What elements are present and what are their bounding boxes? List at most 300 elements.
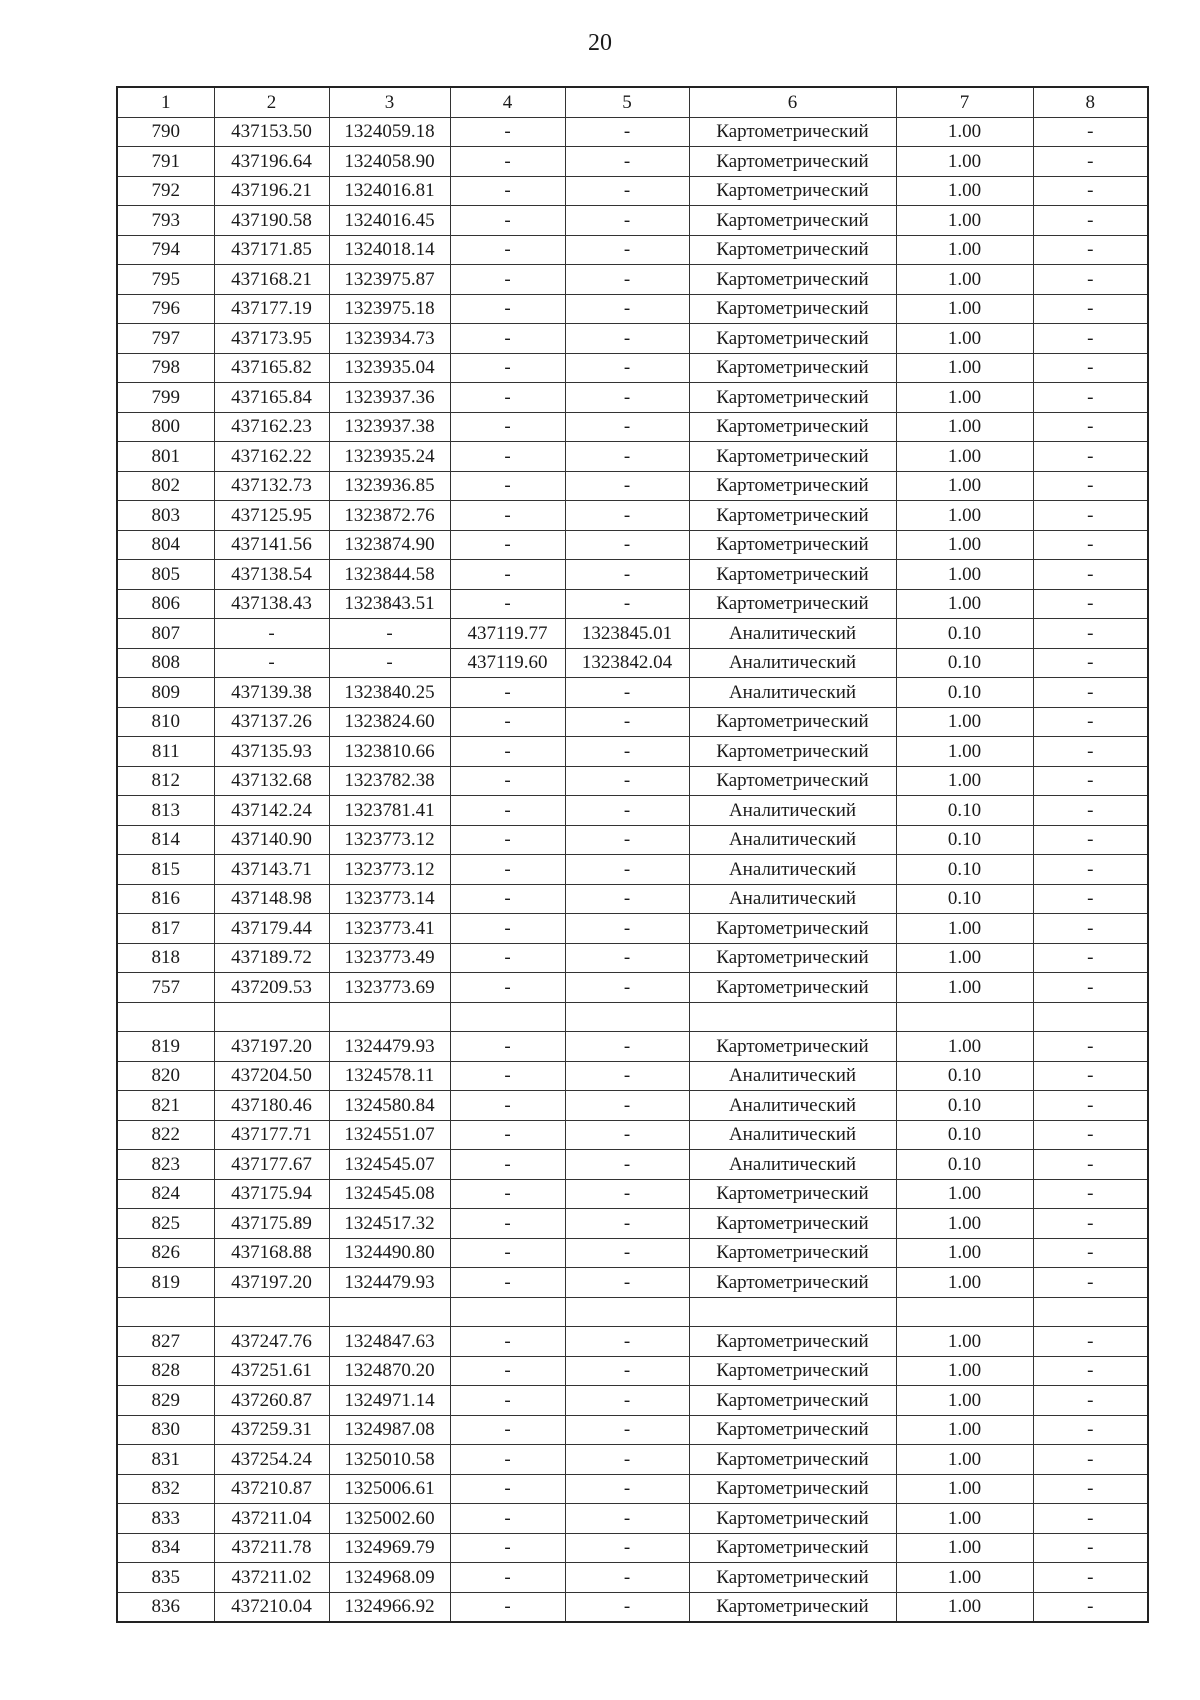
cell-note: - bbox=[1033, 176, 1148, 206]
cell-x-coordinate: 437204.50 bbox=[214, 1061, 329, 1091]
table-row bbox=[117, 1179, 1148, 1209]
table-row bbox=[117, 1533, 1148, 1563]
cell-note: - bbox=[1033, 147, 1148, 177]
column-header-4: 4 bbox=[450, 87, 565, 117]
cell-y-coordinate: 1323935.04 bbox=[329, 353, 450, 383]
cell-point-number: 816 bbox=[117, 884, 214, 914]
cell-method: Картометрический bbox=[689, 412, 896, 442]
cell-x-coordinate: 437137.26 bbox=[214, 707, 329, 737]
cell-x-new: 437119.77 bbox=[450, 619, 565, 649]
cell-method: Картометрический bbox=[689, 1327, 896, 1357]
cell-point-number: 822 bbox=[117, 1120, 214, 1150]
cell-note: - bbox=[1033, 973, 1148, 1003]
cell-x-coordinate: - bbox=[214, 648, 329, 678]
table-row bbox=[117, 884, 1148, 914]
cell-x-new: - bbox=[450, 383, 565, 413]
cell-accuracy: 1.00 bbox=[896, 914, 1033, 944]
cell-note: - bbox=[1033, 1504, 1148, 1534]
cell-method: Аналитический bbox=[689, 648, 896, 678]
cell-note: - bbox=[1033, 648, 1148, 678]
cell-y-coordinate: 1324490.80 bbox=[329, 1238, 450, 1268]
cell-x-coordinate: 437140.90 bbox=[214, 825, 329, 855]
cell-point-number: 815 bbox=[117, 855, 214, 885]
table-row bbox=[117, 825, 1148, 855]
cell-accuracy: 0.10 bbox=[896, 796, 1033, 826]
cell-accuracy: 1.00 bbox=[896, 560, 1033, 590]
cell-y-coordinate: 1323934.73 bbox=[329, 324, 450, 354]
cell-x-new: - bbox=[450, 324, 565, 354]
cell-method: Аналитический bbox=[689, 1091, 896, 1121]
header-row bbox=[117, 87, 1148, 117]
cell-y-new: - bbox=[565, 1563, 689, 1593]
cell-y-coordinate: 1323782.38 bbox=[329, 766, 450, 796]
cell-method: Картометрический bbox=[689, 265, 896, 295]
table-row bbox=[117, 737, 1148, 767]
table-row bbox=[117, 1563, 1148, 1593]
cell-x-new: - bbox=[450, 176, 565, 206]
cell-x-coordinate: 437209.53 bbox=[214, 973, 329, 1003]
cell-y-new: - bbox=[565, 678, 689, 708]
cell-y-coordinate: 1324016.81 bbox=[329, 176, 450, 206]
cell-accuracy: 1.00 bbox=[896, 442, 1033, 472]
cell-method: Картометрический bbox=[689, 147, 896, 177]
cell-y-new bbox=[565, 1297, 689, 1327]
cell-note: - bbox=[1033, 914, 1148, 944]
cell-accuracy: 1.00 bbox=[896, 973, 1033, 1003]
cell-point-number: 795 bbox=[117, 265, 214, 295]
table-row bbox=[117, 442, 1148, 472]
cell-x-coordinate: 437142.24 bbox=[214, 796, 329, 826]
cell-note: - bbox=[1033, 825, 1148, 855]
cell-accuracy: 1.00 bbox=[896, 353, 1033, 383]
cell-note: - bbox=[1033, 1386, 1148, 1416]
column-header-5: 5 bbox=[565, 87, 689, 117]
cell-method: Картометрический bbox=[689, 914, 896, 944]
cell-method: Картометрический bbox=[689, 1445, 896, 1475]
table-header bbox=[117, 87, 1148, 117]
cell-point-number: 834 bbox=[117, 1533, 214, 1563]
cell-y-new: - bbox=[565, 914, 689, 944]
cell-y-coordinate: 1324580.84 bbox=[329, 1091, 450, 1121]
cell-y-new: - bbox=[565, 471, 689, 501]
cell-point-number: 825 bbox=[117, 1209, 214, 1239]
cell-note: - bbox=[1033, 1061, 1148, 1091]
cell-method: Картометрический bbox=[689, 1415, 896, 1445]
cell-y-new: - bbox=[565, 1032, 689, 1062]
table-row bbox=[117, 353, 1148, 383]
cell-method: Аналитический bbox=[689, 1150, 896, 1180]
table-row bbox=[117, 560, 1148, 590]
cell-accuracy: 1.00 bbox=[896, 766, 1033, 796]
table-row bbox=[117, 412, 1148, 442]
cell-x-new: - bbox=[450, 1592, 565, 1622]
table-row bbox=[117, 973, 1148, 1003]
cell-y-new: - bbox=[565, 884, 689, 914]
cell-x-coordinate: 437189.72 bbox=[214, 943, 329, 973]
cell-y-coordinate: 1324578.11 bbox=[329, 1061, 450, 1091]
cell-y-new: - bbox=[565, 1592, 689, 1622]
cell-y-new: - bbox=[565, 117, 689, 147]
cell-method: Картометрический bbox=[689, 1592, 896, 1622]
cell-method: Картометрический bbox=[689, 294, 896, 324]
cell-y-coordinate: 1324870.20 bbox=[329, 1356, 450, 1386]
cell-accuracy: 1.00 bbox=[896, 943, 1033, 973]
cell-y-coordinate: 1324517.32 bbox=[329, 1209, 450, 1239]
cell-method: Аналитический bbox=[689, 678, 896, 708]
cell-method: Картометрический bbox=[689, 383, 896, 413]
cell-note: - bbox=[1033, 1032, 1148, 1062]
cell-y-coordinate: 1324551.07 bbox=[329, 1120, 450, 1150]
cell-point-number: 810 bbox=[117, 707, 214, 737]
cell-note: - bbox=[1033, 1120, 1148, 1150]
cell-y-coordinate: 1323936.85 bbox=[329, 471, 450, 501]
cell-x-new: - bbox=[450, 914, 565, 944]
cell-x-coordinate: 437173.95 bbox=[214, 324, 329, 354]
cell-x-coordinate: 437138.43 bbox=[214, 589, 329, 619]
table-row bbox=[117, 324, 1148, 354]
table-row bbox=[117, 471, 1148, 501]
cell-note: - bbox=[1033, 353, 1148, 383]
cell-x-coordinate: 437211.78 bbox=[214, 1533, 329, 1563]
cell-point-number: 823 bbox=[117, 1150, 214, 1180]
cell-x-coordinate: 437210.87 bbox=[214, 1474, 329, 1504]
cell-y-new: - bbox=[565, 1533, 689, 1563]
cell-y-new: - bbox=[565, 1386, 689, 1416]
cell-point-number: 824 bbox=[117, 1179, 214, 1209]
cell-method: Картометрический bbox=[689, 442, 896, 472]
cell-note: - bbox=[1033, 737, 1148, 767]
table-row bbox=[117, 1061, 1148, 1091]
cell-point-number: 798 bbox=[117, 353, 214, 383]
cell-x-new: - bbox=[450, 766, 565, 796]
cell-method: Картометрический bbox=[689, 1179, 896, 1209]
cell-note: - bbox=[1033, 471, 1148, 501]
cell-accuracy: 1.00 bbox=[896, 1268, 1033, 1298]
cell-x-coordinate: 437168.21 bbox=[214, 265, 329, 295]
cell-point-number: 806 bbox=[117, 589, 214, 619]
table-row bbox=[117, 1504, 1148, 1534]
cell-x-coordinate: 437254.24 bbox=[214, 1445, 329, 1475]
cell-accuracy: 1.00 bbox=[896, 501, 1033, 531]
cell-y-new: - bbox=[565, 1179, 689, 1209]
cell-x-coordinate: 437141.56 bbox=[214, 530, 329, 560]
cell-x-new: - bbox=[450, 1563, 565, 1593]
cell-y-new: - bbox=[565, 1356, 689, 1386]
cell-y-new: - bbox=[565, 530, 689, 560]
cell-y-new: - bbox=[565, 943, 689, 973]
cell-y-new: - bbox=[565, 1445, 689, 1475]
cell-y-coordinate: 1324545.08 bbox=[329, 1179, 450, 1209]
table-body bbox=[117, 117, 1148, 1622]
cell-accuracy: 0.10 bbox=[896, 1091, 1033, 1121]
cell-x-coordinate: 437197.20 bbox=[214, 1268, 329, 1298]
cell-note: - bbox=[1033, 530, 1148, 560]
cell-point-number: 817 bbox=[117, 914, 214, 944]
cell-accuracy: 0.10 bbox=[896, 1150, 1033, 1180]
cell-x-new: - bbox=[450, 294, 565, 324]
cell-accuracy: 1.00 bbox=[896, 1504, 1033, 1534]
cell-x-new: - bbox=[450, 353, 565, 383]
cell-point-number: 833 bbox=[117, 1504, 214, 1534]
cell-y-new: - bbox=[565, 1061, 689, 1091]
cell-y-coordinate: 1323773.69 bbox=[329, 973, 450, 1003]
cell-method: Аналитический bbox=[689, 884, 896, 914]
cell-point-number: 811 bbox=[117, 737, 214, 767]
cell-accuracy: 1.00 bbox=[896, 1179, 1033, 1209]
cell-accuracy: 1.00 bbox=[896, 1592, 1033, 1622]
cell-note bbox=[1033, 1297, 1148, 1327]
cell-x-new: - bbox=[450, 737, 565, 767]
cell-x-coordinate: 437162.22 bbox=[214, 442, 329, 472]
cell-x-new: - bbox=[450, 678, 565, 708]
cell-point-number: 813 bbox=[117, 796, 214, 826]
cell-x-coordinate: 437190.58 bbox=[214, 206, 329, 236]
cell-method: Картометрический bbox=[689, 501, 896, 531]
cell-note: - bbox=[1033, 1268, 1148, 1298]
cell-x-new: - bbox=[450, 471, 565, 501]
cell-y-coordinate: 1323872.76 bbox=[329, 501, 450, 531]
cell-y-coordinate: 1323773.41 bbox=[329, 914, 450, 944]
cell-point-number: 803 bbox=[117, 501, 214, 531]
table-row bbox=[117, 943, 1148, 973]
cell-point-number: 831 bbox=[117, 1445, 214, 1475]
cell-y-new: - bbox=[565, 383, 689, 413]
cell-x-coordinate: 437175.89 bbox=[214, 1209, 329, 1239]
cell-accuracy: 1.00 bbox=[896, 1327, 1033, 1357]
cell-x-coordinate: 437153.50 bbox=[214, 117, 329, 147]
cell-x-new: - bbox=[450, 943, 565, 973]
cell-point-number: 804 bbox=[117, 530, 214, 560]
cell-note: - bbox=[1033, 1327, 1148, 1357]
cell-y-coordinate: 1325010.58 bbox=[329, 1445, 450, 1475]
cell-y-coordinate: 1323773.12 bbox=[329, 825, 450, 855]
cell-method: Картометрический bbox=[689, 1356, 896, 1386]
cell-accuracy: 1.00 bbox=[896, 1209, 1033, 1239]
cell-note: - bbox=[1033, 235, 1148, 265]
column-header-6: 6 bbox=[689, 87, 896, 117]
cell-x-new: - bbox=[450, 1415, 565, 1445]
column-header-3: 3 bbox=[329, 87, 450, 117]
cell-y-new: - bbox=[565, 265, 689, 295]
table-row bbox=[117, 796, 1148, 826]
cell-note: - bbox=[1033, 1563, 1148, 1593]
cell-y-new: - bbox=[565, 442, 689, 472]
cell-y-new: - bbox=[565, 412, 689, 442]
cell-y-coordinate: 1324059.18 bbox=[329, 117, 450, 147]
cell-method: Картометрический bbox=[689, 1268, 896, 1298]
cell-y-coordinate: 1324987.08 bbox=[329, 1415, 450, 1445]
cell-method: Картометрический bbox=[689, 1032, 896, 1062]
cell-method: Аналитический bbox=[689, 619, 896, 649]
cell-x-new: - bbox=[450, 825, 565, 855]
cell-method: Картометрический bbox=[689, 707, 896, 737]
cell-accuracy: 0.10 bbox=[896, 884, 1033, 914]
cell-method: Картометрический bbox=[689, 1209, 896, 1239]
cell-x-new: - bbox=[450, 560, 565, 590]
cell-accuracy: 1.00 bbox=[896, 1032, 1033, 1062]
cell-method: Картометрический bbox=[689, 560, 896, 590]
cell-x-new: - bbox=[450, 1150, 565, 1180]
cell-y-new: - bbox=[565, 324, 689, 354]
cell-accuracy: 1.00 bbox=[896, 235, 1033, 265]
cell-accuracy: 0.10 bbox=[896, 1061, 1033, 1091]
table-row bbox=[117, 1356, 1148, 1386]
cell-point-number: 793 bbox=[117, 206, 214, 236]
cell-accuracy: 1.00 bbox=[896, 294, 1033, 324]
cell-point-number: 836 bbox=[117, 1592, 214, 1622]
cell-note: - bbox=[1033, 678, 1148, 708]
cell-accuracy: 1.00 bbox=[896, 265, 1033, 295]
cell-method: Картометрический bbox=[689, 973, 896, 1003]
table-row bbox=[117, 1445, 1148, 1475]
cell-point-number: 832 bbox=[117, 1474, 214, 1504]
cell-note: - bbox=[1033, 855, 1148, 885]
cell-y-coordinate: 1323824.60 bbox=[329, 707, 450, 737]
column-header-2: 2 bbox=[214, 87, 329, 117]
cell-point-number: 800 bbox=[117, 412, 214, 442]
cell-x-new: - bbox=[450, 265, 565, 295]
cell-method: Картометрический bbox=[689, 1238, 896, 1268]
cell-note: - bbox=[1033, 412, 1148, 442]
cell-x-new: - bbox=[450, 796, 565, 826]
cell-x-coordinate: 437171.85 bbox=[214, 235, 329, 265]
cell-y-coordinate: 1323840.25 bbox=[329, 678, 450, 708]
cell-point-number: 794 bbox=[117, 235, 214, 265]
cell-x-new: - bbox=[450, 1238, 565, 1268]
page-number: 20 bbox=[588, 30, 612, 56]
cell-method: Картометрический bbox=[689, 943, 896, 973]
cell-y-new: - bbox=[565, 707, 689, 737]
cell-method: Картометрический bbox=[689, 589, 896, 619]
cell-y-coordinate: 1324969.79 bbox=[329, 1533, 450, 1563]
cell-x-coordinate: 437259.31 bbox=[214, 1415, 329, 1445]
cell-x-coordinate: 437211.02 bbox=[214, 1563, 329, 1593]
cell-y-coordinate: 1324968.09 bbox=[329, 1563, 450, 1593]
cell-note: - bbox=[1033, 265, 1148, 295]
cell-method: Картометрический bbox=[689, 1386, 896, 1416]
cell-y-new: - bbox=[565, 235, 689, 265]
cell-note: - bbox=[1033, 943, 1148, 973]
cell-method: Картометрический bbox=[689, 1563, 896, 1593]
cell-accuracy bbox=[896, 1002, 1033, 1032]
cell-y-coordinate: 1323874.90 bbox=[329, 530, 450, 560]
cell-method: Аналитический bbox=[689, 855, 896, 885]
cell-y-new: - bbox=[565, 796, 689, 826]
cell-x-new: - bbox=[450, 442, 565, 472]
cell-x-new: - bbox=[450, 501, 565, 531]
cell-point-number: 821 bbox=[117, 1091, 214, 1121]
cell-x-new: - bbox=[450, 1356, 565, 1386]
cell-accuracy: 1.00 bbox=[896, 1238, 1033, 1268]
table-row bbox=[117, 383, 1148, 413]
cell-x-new: - bbox=[450, 1061, 565, 1091]
table-separator-row bbox=[117, 1002, 1148, 1032]
cell-x-new: - bbox=[450, 1209, 565, 1239]
cell-accuracy: 0.10 bbox=[896, 825, 1033, 855]
cell-x-coordinate: 437177.19 bbox=[214, 294, 329, 324]
table-row bbox=[117, 1327, 1148, 1357]
cell-y-coordinate: 1324058.90 bbox=[329, 147, 450, 177]
cell-accuracy: 1.00 bbox=[896, 1415, 1033, 1445]
cell-y-new: - bbox=[565, 206, 689, 236]
cell-y-coordinate: 1323937.36 bbox=[329, 383, 450, 413]
cell-y-new: - bbox=[565, 560, 689, 590]
table-row bbox=[117, 176, 1148, 206]
cell-note: - bbox=[1033, 1356, 1148, 1386]
cell-y-coordinate: 1324018.14 bbox=[329, 235, 450, 265]
cell-x-coordinate: 437196.64 bbox=[214, 147, 329, 177]
cell-x-coordinate: 437211.04 bbox=[214, 1504, 329, 1534]
table-row bbox=[117, 1209, 1148, 1239]
cell-point-number bbox=[117, 1297, 214, 1327]
cell-x-new: - bbox=[450, 1327, 565, 1357]
cell-method: Картометрический bbox=[689, 324, 896, 354]
cell-note: - bbox=[1033, 117, 1148, 147]
cell-accuracy: 0.10 bbox=[896, 1120, 1033, 1150]
cell-point-number: 797 bbox=[117, 324, 214, 354]
cell-point-number: 809 bbox=[117, 678, 214, 708]
cell-x-coordinate: 437247.76 bbox=[214, 1327, 329, 1357]
cell-note: - bbox=[1033, 501, 1148, 531]
cell-note: - bbox=[1033, 707, 1148, 737]
cell-accuracy: 0.10 bbox=[896, 678, 1033, 708]
cell-note: - bbox=[1033, 324, 1148, 354]
cell-point-number: 799 bbox=[117, 383, 214, 413]
cell-y-coordinate: - bbox=[329, 648, 450, 678]
cell-note: - bbox=[1033, 589, 1148, 619]
cell-y-coordinate: 1323773.14 bbox=[329, 884, 450, 914]
cell-y-new: - bbox=[565, 1415, 689, 1445]
table-row bbox=[117, 914, 1148, 944]
cell-point-number: 827 bbox=[117, 1327, 214, 1357]
cell-x-coordinate: 437148.98 bbox=[214, 884, 329, 914]
cell-x-coordinate: 437139.38 bbox=[214, 678, 329, 708]
cell-accuracy: 0.10 bbox=[896, 648, 1033, 678]
cell-accuracy: 1.00 bbox=[896, 176, 1033, 206]
column-header-8: 8 bbox=[1033, 87, 1148, 117]
cell-accuracy: 1.00 bbox=[896, 1474, 1033, 1504]
cell-y-coordinate: 1323844.58 bbox=[329, 560, 450, 590]
cell-y-new: - bbox=[565, 1150, 689, 1180]
cell-method: Аналитический bbox=[689, 796, 896, 826]
table-row bbox=[117, 1032, 1148, 1062]
cell-note bbox=[1033, 1002, 1148, 1032]
cell-accuracy: 1.00 bbox=[896, 1533, 1033, 1563]
table-row bbox=[117, 678, 1148, 708]
cell-x-coordinate: 437132.73 bbox=[214, 471, 329, 501]
cell-method: Картометрический bbox=[689, 1533, 896, 1563]
cell-y-new: - bbox=[565, 766, 689, 796]
cell-y-coordinate: 1323975.87 bbox=[329, 265, 450, 295]
cell-point-number: 791 bbox=[117, 147, 214, 177]
table-row bbox=[117, 855, 1148, 885]
table-row bbox=[117, 1415, 1148, 1445]
cell-x-coordinate: 437168.88 bbox=[214, 1238, 329, 1268]
cell-x-new: - bbox=[450, 235, 565, 265]
cell-x-coordinate bbox=[214, 1297, 329, 1327]
cell-y-coordinate: 1324966.92 bbox=[329, 1592, 450, 1622]
cell-y-new: - bbox=[565, 1268, 689, 1298]
cell-x-new bbox=[450, 1297, 565, 1327]
cell-method: Картометрический bbox=[689, 1504, 896, 1534]
cell-accuracy: 1.00 bbox=[896, 1563, 1033, 1593]
cell-accuracy: 0.10 bbox=[896, 855, 1033, 885]
cell-x-coordinate: 437180.46 bbox=[214, 1091, 329, 1121]
cell-method: Аналитический bbox=[689, 825, 896, 855]
cell-note: - bbox=[1033, 884, 1148, 914]
cell-y-new: - bbox=[565, 1120, 689, 1150]
cell-y-new: - bbox=[565, 737, 689, 767]
